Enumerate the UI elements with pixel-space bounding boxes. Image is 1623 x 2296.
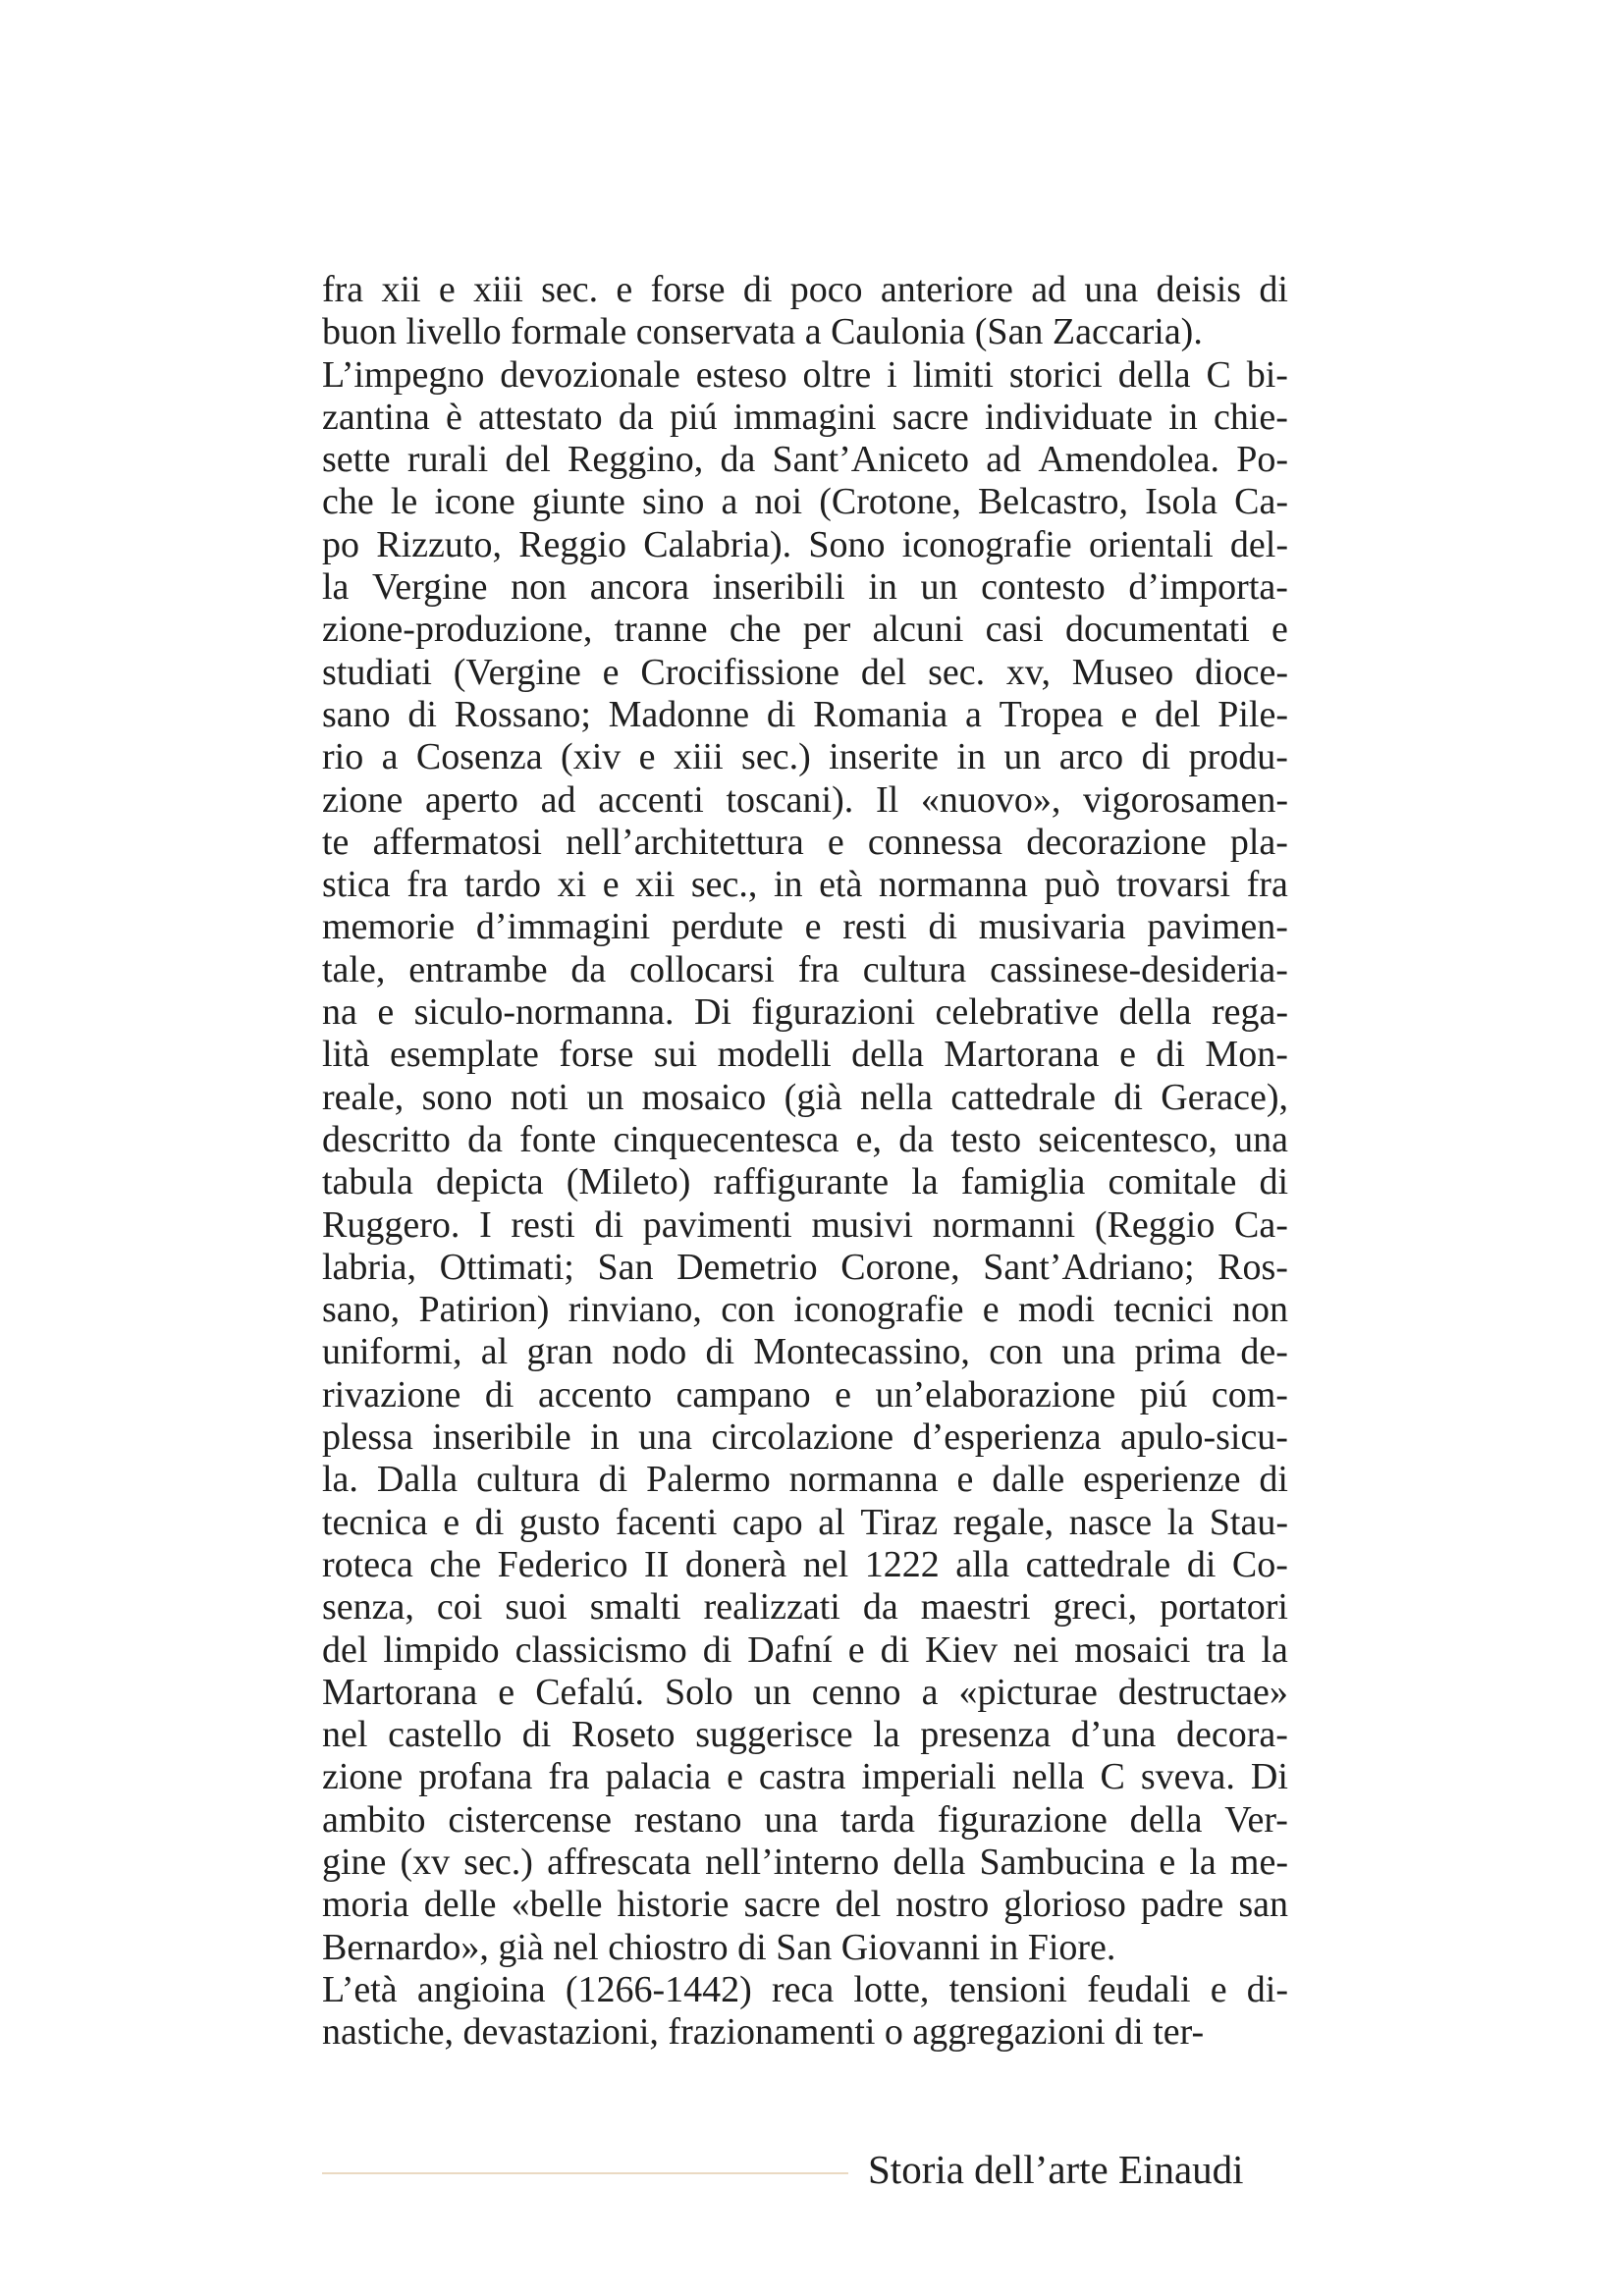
body-line: po Rizzuto, Reggio Calabria). Sono iconografie orientali del-: [322, 523, 1288, 565]
footer-title: Storia dell’arte Einaudi: [868, 2147, 1244, 2192]
body-line: roteca che Federico II donerà nel 1222 alla cattedrale di Co-: [322, 1543, 1288, 1585]
body-line: labria, Ottimati; San Demetrio Corone, Sant’Adriano; Ros-: [322, 1246, 1288, 1288]
body-line: reale, sono noti un mosaico (già nella cattedrale di Gerace),: [322, 1076, 1288, 1118]
body-line: plessa inseribile in una circolazione d’esperienza apulo-sicu-: [322, 1416, 1288, 1459]
body-line: ambito cistercense restano una tarda figurazione della Ver-: [322, 1798, 1288, 1841]
body-line: che le icone giunte sino a noi (Crotone, Belcastro, Isola Ca-: [322, 481, 1288, 523]
body-line: buon livello formale conservata a Caulonia (San Zaccaria).: [322, 311, 1203, 353]
body-line: studiati (Vergine e Crocifissione del sec. xv, Museo dioce-: [322, 651, 1288, 693]
body-line: gine (xv sec.) affrescata nell’interno della Sambucina e la me-: [322, 1841, 1288, 1883]
body-line: stica fra tardo xi e xii sec., in età normanna può trovarsi fra: [322, 864, 1288, 906]
body-line: senza, coi suoi smalti realizzati da maestri greci, portatori: [322, 1586, 1288, 1629]
body-line: tabula depicta (Mileto) raffigurante la famiglia comitale di: [322, 1161, 1288, 1203]
body-line: Ruggero. I resti di pavimenti musivi normanni (Reggio Ca-: [322, 1203, 1288, 1246]
body-line: zantina è attestato da piú immagini sacre individuate in chie-: [322, 396, 1288, 438]
body-line: uniformi, al gran nodo di Montecassino, con una prima de-: [322, 1331, 1288, 1373]
body-line: Martorana e Cefalú. Solo un cenno a «picturae destructae»: [322, 1671, 1288, 1713]
body-line: sano di Rossano; Madonne di Romania a Tropea e del Pile-: [322, 693, 1288, 735]
body-line: fra xii e xiii sec. e forse di poco anteriore ad una deisis di: [322, 269, 1288, 310]
body-line: rio a Cosenza (xiv e xiii sec.) inserite in un arco di produ-: [322, 736, 1288, 778]
body-line: tecnica e di gusto facenti capo al Tiraz regale, nasce la Stau-: [322, 1501, 1288, 1543]
body-line: te affermatosi nell’architettura e connessa decorazione pla-: [322, 821, 1288, 863]
body-line: moria delle «belle historie sacre del nostro glorioso padre san: [322, 1884, 1288, 1926]
body-line: Bernardo», già nel chiostro di San Giovanni in Fiore.: [322, 1926, 1116, 1968]
body-line: descritto da fonte cinquecentesca e, da testo seicentesco, una: [322, 1118, 1288, 1160]
body-line: la Vergine non ancora inseribili in un contesto d’importa-: [322, 566, 1288, 609]
body-line: tale, entrambe da collocarsi fra cultura cassinese-desideria-: [322, 948, 1288, 990]
body-line: memorie d’immagini perdute e resti di musivaria pavimen-: [322, 906, 1288, 948]
body-text: [322, 269, 1288, 2054]
body-line: zione aperto ad accenti toscani). Il «nuovo», vigorosamen-: [322, 778, 1288, 821]
body-line: sano, Patirion) rinviano, con iconografie e modi tecnici non: [322, 1289, 1288, 1331]
body-line: L’impegno devozionale esteso oltre i limiti storici della C bi-: [322, 353, 1288, 396]
body-line: nel castello di Roseto suggerisce la presenza d’una decora-: [322, 1714, 1288, 1756]
body-line: sette rurali del Reggino, da Sant’Aniceto ad Amendolea. Po-: [322, 439, 1288, 481]
body-line: del limpido classicismo di Dafní e di Kiev nei mosaici tra la: [322, 1629, 1288, 1671]
body-line: zione-produzione, tranne che per alcuni casi documentati e: [322, 609, 1288, 651]
body-line: rivazione di accento campano e un’elaborazione piú com-: [322, 1373, 1288, 1415]
body-line: nastiche, devastazioni, frazionamenti o aggregazioni di ter-: [322, 2011, 1205, 2054]
body-line: L’età angioina (1266-1442) reca lotte, tensioni feudali e di-: [322, 1968, 1288, 2010]
body-line: la. Dalla cultura di Palermo normanna e dalle esperienze di: [322, 1459, 1288, 1501]
body-line: na e siculo-normanna. Di figurazioni celebrative della rega-: [322, 991, 1288, 1034]
body-line: zione profana fra palacia e castra imperiali nella C sveva. Di: [322, 1756, 1288, 1798]
footer-rule: [322, 2172, 848, 2174]
body-line: lità esemplate forse sui modelli della Martorana e di Mon-: [322, 1034, 1288, 1076]
